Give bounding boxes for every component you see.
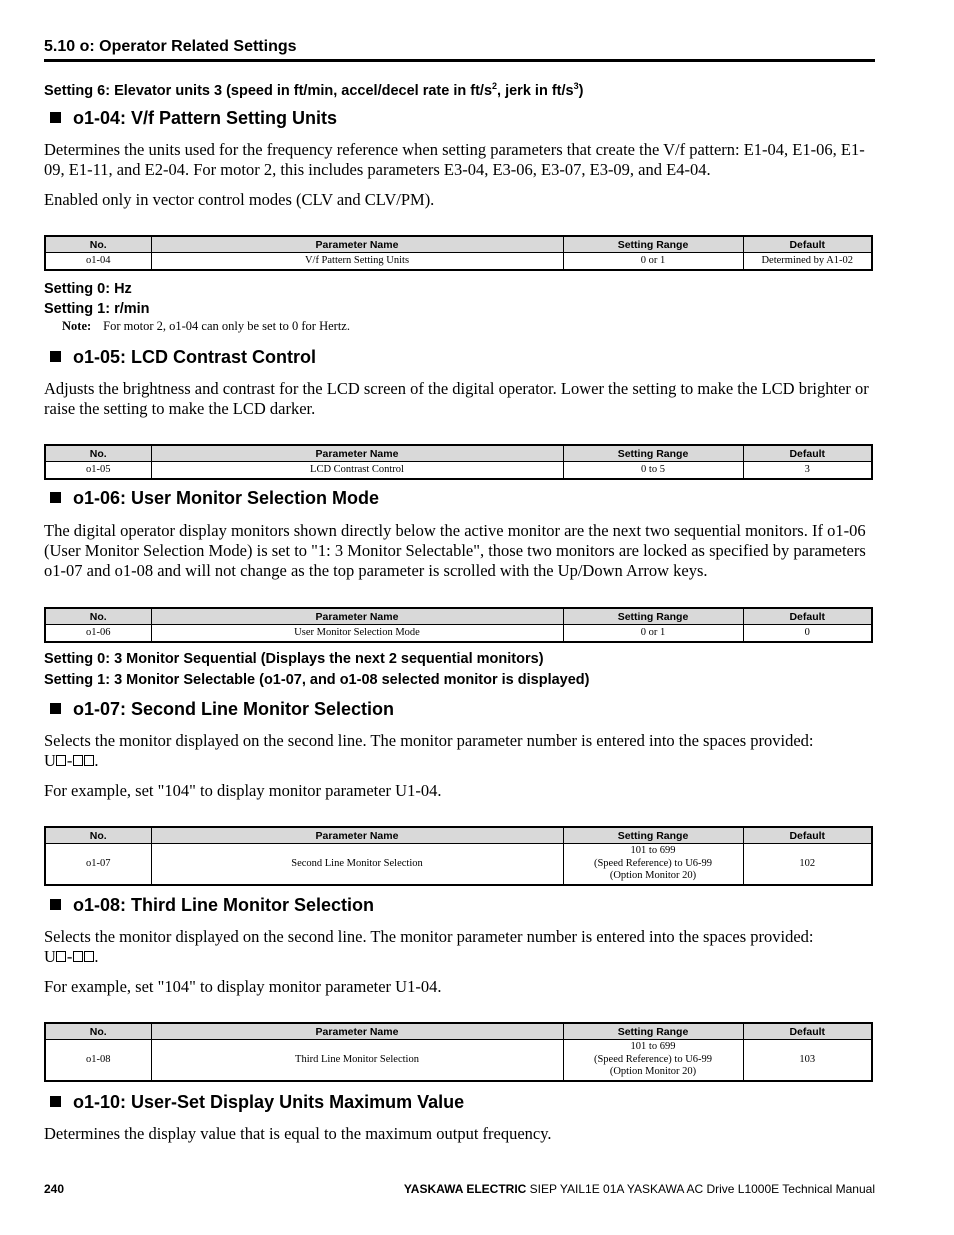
cell-name: V/f Pattern Setting Units <box>151 253 563 271</box>
square-bullet-icon <box>50 703 61 714</box>
square-bullet-icon <box>50 492 61 503</box>
table-row <box>45 1040 872 1082</box>
digit-box-icon <box>56 951 66 962</box>
column-header-name: Parameter Name <box>151 236 563 253</box>
digit-box-icon <box>56 755 66 766</box>
section-title: 5.10 o: Operator Related Settings <box>44 38 297 55</box>
cell-name: User Monitor Selection Mode <box>151 625 563 643</box>
o1-08-heading: o1-08: Third Line Monitor Selection <box>50 895 374 916</box>
footer-document <box>404 1182 875 1196</box>
o1-07-description: Selects the monitor displayed on the second line. The monitor parameter number is entered into the spaces provided: U - . <box>44 731 814 770</box>
cell-range: 0 or 1 <box>563 253 743 271</box>
o1-04-setting-1: Setting 1: r/min <box>44 301 150 317</box>
cell-no: o1-04 <box>45 253 151 271</box>
cell-default: Determined by A1-02 <box>743 253 872 271</box>
cell-name: Third Line Monitor Selection <box>151 1040 563 1082</box>
o1-06-setting-1: Setting 1: 3 Monitor Selectable (o1-07, and o1-08 selected monitor is displayed) <box>44 672 590 688</box>
footer-doc-title: SIEP YAIL1E 01A YASKAWA AC Drive L1000E Technical Manual <box>526 1182 875 1196</box>
o1-10-heading: o1-10: User-Set Display Units Maximum Value <box>50 1092 464 1113</box>
o1-07-parameter-table <box>44 826 873 886</box>
digit-box-icon <box>73 951 83 962</box>
o1-04-description: Determines the units used for the frequency reference when setting parameters that create the V/f pattern: E1-04, E1-06, E1-09, E1-11, and E2-04. For motor 2, this includes parameters E3-04, E3-06, E3-07, E3-09, and E4-04. <box>44 140 865 179</box>
footer-brand: YASKAWA ELECTRIC <box>403 1182 527 1196</box>
o1-07-example: For example, set "104" to display monitor parameter U1-04. <box>44 781 442 800</box>
square-bullet-icon <box>50 899 61 910</box>
cell-default: 102 <box>743 844 872 886</box>
square-bullet-icon <box>50 112 61 123</box>
column-header-no: No. <box>45 827 151 844</box>
column-header-name: Parameter Name <box>151 827 563 844</box>
digit-box-icon <box>73 755 83 766</box>
cell-range: 0 or 1 <box>563 625 743 643</box>
cell-name: LCD Contrast Control <box>151 462 563 480</box>
column-header-default: Default <box>743 827 872 844</box>
square-bullet-icon <box>50 351 61 362</box>
cell-no: o1-06 <box>45 625 151 643</box>
table-row <box>45 462 872 480</box>
setting-6-heading: Setting 6: Elevator units 3 (speed in ft/min, accel/decel rate in $ft/s^2$, jerk in $ft/s^3$) <box>44 81 584 99</box>
cell-default: 103 <box>743 1040 872 1082</box>
cell-range: 101 to 699 (Speed Reference) to U6-99 (Option Monitor 20) <box>563 1040 743 1082</box>
o1-04-note <box>62 319 350 334</box>
column-header-no: No. <box>45 608 151 625</box>
o1-08-description: Selects the monitor displayed on the second line. The monitor parameter number is entered into the spaces provided: U - . <box>44 927 814 966</box>
column-header-default: Default <box>743 608 872 625</box>
o1-08-parameter-table <box>44 1022 873 1082</box>
table-header-row <box>45 445 872 462</box>
column-header-name: Parameter Name <box>151 608 563 625</box>
column-header-no: No. <box>45 445 151 462</box>
column-header-name: Parameter Name <box>151 445 563 462</box>
digit-box-icon <box>84 755 94 766</box>
page-number: 240 <box>44 1182 65 1196</box>
table-row <box>45 253 872 271</box>
column-header-range: Setting Range <box>563 445 743 462</box>
cell-no: o1-08 <box>45 1040 151 1082</box>
column-header-range: Setting Range <box>563 236 743 253</box>
o1-10-description: Determines the display value that is equal to the maximum output frequency. <box>44 1124 552 1143</box>
square-bullet-icon <box>50 1096 61 1107</box>
cell-default: 0 <box>743 625 872 643</box>
column-header-default: Default <box>743 1023 872 1040</box>
column-header-default: Default <box>743 236 872 253</box>
cell-default: 3 <box>743 462 872 480</box>
cell-no: o1-05 <box>45 462 151 480</box>
o1-04-parameter-table <box>44 235 873 271</box>
column-header-no: No. <box>45 236 151 253</box>
table-row <box>45 625 872 643</box>
column-header-no: No. <box>45 1023 151 1040</box>
cell-name: Second Line Monitor Selection <box>151 844 563 886</box>
table-row <box>45 844 872 886</box>
o1-05-description: Adjusts the brightness and contrast for the LCD screen of the digital operator. Lower the setting to make the LCD brighter or raise the setting to make the LCD darker. <box>44 379 869 418</box>
page-header <box>44 38 875 62</box>
note-label: Note: <box>62 319 92 333</box>
o1-07-heading: o1-07: Second Line Monitor Selection <box>50 699 394 720</box>
cell-no: o1-07 <box>45 844 151 886</box>
o1-08-example: For example, set "104" to display monitor parameter U1-04. <box>44 977 442 996</box>
o1-04-note-vector: Enabled only in vector control modes (CLV and CLV/PM). <box>44 190 435 209</box>
column-header-default: Default <box>743 445 872 462</box>
cell-range: 101 to 699 (Speed Reference) to U6-99 (Option Monitor 20) <box>563 844 743 886</box>
o1-06-description: The digital operator display monitors shown directly below the active monitor are the next two sequential monitors. If o1-06 (User Monitor Selection Mode) is set to "1: 3 Monitor Selectable", those two monitors are locked as specified by parameters o1-07 and o1-08 and will not change as the top parameter is scrolled with the Up/Down Arrow keys. <box>44 521 866 580</box>
column-header-range: Setting Range <box>563 608 743 625</box>
digit-box-icon <box>84 951 94 962</box>
column-header-name: Parameter Name <box>151 1023 563 1040</box>
o1-06-setting-0: Setting 0: 3 Monitor Sequential (Displays the next 2 sequential monitors) <box>44 651 544 667</box>
cell-range: 0 to 5 <box>563 462 743 480</box>
o1-05-parameter-table <box>44 444 873 480</box>
column-header-range: Setting Range <box>563 1023 743 1040</box>
column-header-range: Setting Range <box>563 827 743 844</box>
table-header-row <box>45 1023 872 1040</box>
o1-05-heading: o1-05: LCD Contrast Control <box>50 347 316 368</box>
o1-06-parameter-table <box>44 607 873 643</box>
table-header-row <box>45 236 872 253</box>
note-text: For motor 2, o1-04 can only be set to 0 for Hertz. <box>103 319 350 333</box>
table-header-row <box>45 608 872 625</box>
o1-04-heading: o1-04: V/f Pattern Setting Units <box>50 108 337 129</box>
o1-04-setting-0: Setting 0: Hz <box>44 281 132 297</box>
o1-06-heading: o1-06: User Monitor Selection Mode <box>50 488 379 509</box>
table-header-row <box>45 827 872 844</box>
